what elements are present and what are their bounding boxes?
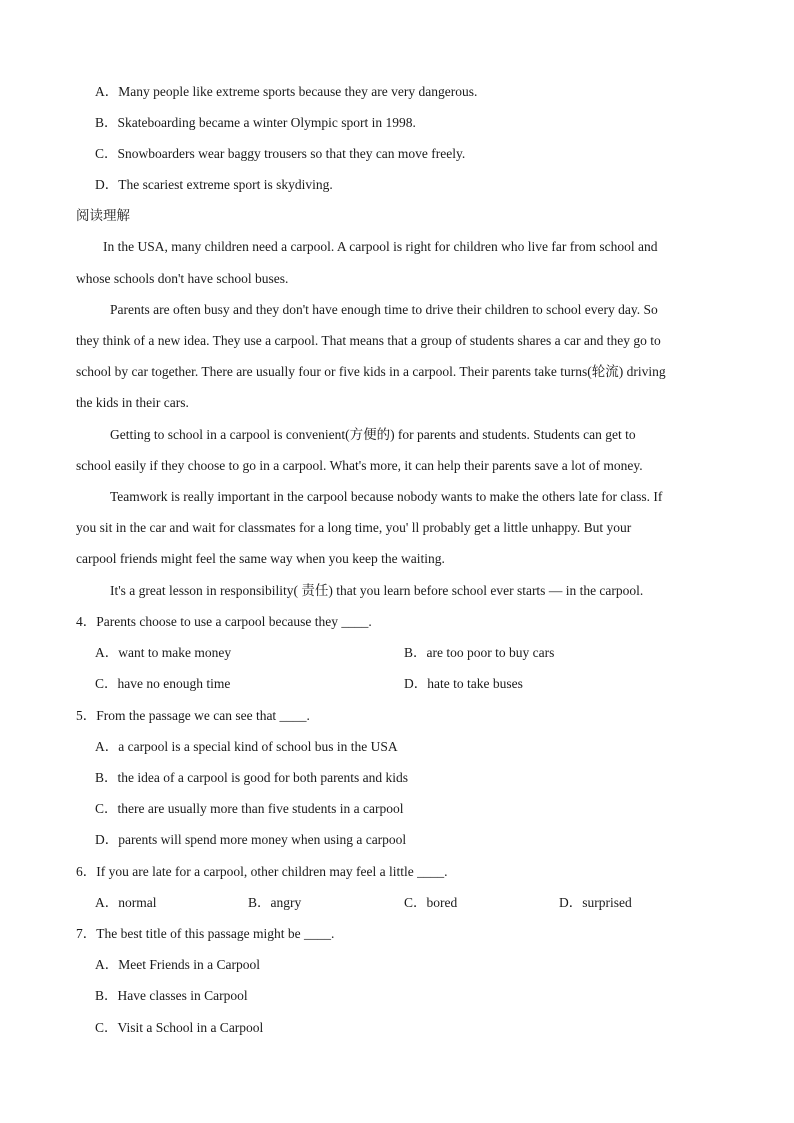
passage-p2-line-4: the kids in their cars.: [76, 395, 189, 410]
passage-p2-line-1: Parents are often busy and they don't have enough time to drive their children to school every day. So: [110, 302, 658, 317]
passage-p3-line-2: school easily if they choose to go in a carpool. What's more, it can help their parents save a lot of money.: [76, 458, 643, 473]
passage-p1-line-1: In the USA, many children need a carpool. A carpool is right for children who live far from school and: [103, 239, 658, 254]
question-7-option-c: C．Visit a School in a Carpool: [95, 1020, 264, 1035]
prev-option-d: D．The scariest extreme sport is skydiving.: [95, 177, 333, 192]
question-4-option-a: A．want to make money: [95, 645, 232, 660]
passage-p2-line-3: school by car together. There are usually four or five kids in a carpool. Their parents take turns(轮流) driving: [76, 364, 666, 379]
prev-option-a: A．Many people like extreme sports because they are very dangerous.: [95, 84, 478, 99]
prev-option-c: C．Snowboarders wear baggy trousers so that they can move freely.: [95, 146, 466, 161]
passage-p4-line-3: carpool friends might feel the same way when you keep the waiting.: [76, 551, 445, 566]
question-4-option-d: D．hate to take buses: [404, 676, 523, 691]
question-4-option-b: B．are too poor to buy cars: [404, 645, 555, 660]
question-7-option-a: A．Meet Friends in a Carpool: [95, 957, 260, 972]
passage-p4-line-2: you sit in the car and wait for classmates for a long time, you' ll probably get a little unhappy. But your: [76, 520, 632, 535]
question-6-option-d: D．surprised: [559, 895, 632, 910]
question-6-option-b: B．angry: [248, 895, 302, 910]
question-6-option-a: A．normal: [95, 895, 157, 910]
passage-p4-line-1: Teamwork is really important in the carpool because nobody wants to make the others late for class. If: [110, 489, 663, 504]
question-7-stem: 7．The best title of this passage might be ____.: [76, 926, 335, 941]
question-7-option-b: B．Have classes in Carpool: [95, 988, 248, 1003]
passage-p5-line-1: It's a great lesson in responsibility( 责任) that you learn before school ever starts — in the carpool.: [110, 583, 644, 598]
passage-p3-line-1: Getting to school in a carpool is convenient(方便的) for parents and students. Students can get to: [110, 427, 636, 442]
section-title: 阅读理解: [76, 208, 130, 223]
question-6-option-c: C．bored: [404, 895, 458, 910]
question-5-option-a: A．a carpool is a special kind of school bus in the USA: [95, 739, 398, 754]
question-5-stem: 5．From the passage we can see that ____.: [76, 708, 310, 723]
question-6-stem: 6．If you are late for a carpool, other children may feel a little ____.: [76, 864, 448, 879]
prev-option-b: B．Skateboarding became a winter Olympic sport in 1998.: [95, 115, 416, 130]
question-5-option-b: B．the idea of a carpool is good for both parents and kids: [95, 770, 409, 785]
question-4-stem: 4．Parents choose to use a carpool because they ____.: [76, 614, 372, 629]
passage-p1-line-2: whose schools don't have school buses.: [76, 271, 289, 286]
passage-p2-line-2: they think of a new idea. They use a carpool. That means that a group of students shares a car and they go to: [76, 333, 661, 348]
question-4-option-c: C．have no enough time: [95, 676, 231, 691]
question-5-option-d: D．parents will spend more money when using a carpool: [95, 832, 407, 847]
question-5-option-c: C．there are usually more than five students in a carpool: [95, 801, 404, 816]
